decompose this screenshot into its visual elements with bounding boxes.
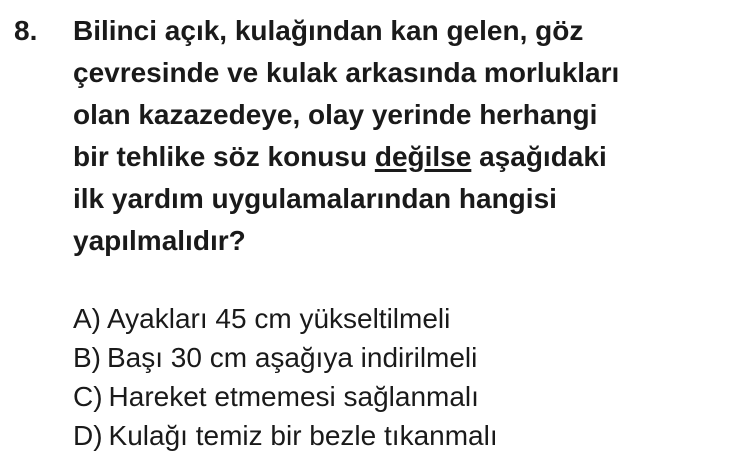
option-a[interactable] — [73, 299, 733, 338]
option-c[interactable] — [73, 377, 733, 416]
question-stem — [73, 10, 743, 262]
emphasized-negation: değilse — [374, 141, 472, 172]
stem-line: ilk yardım uygulamalarından hangisi — [73, 183, 557, 214]
question-number: 8. — [14, 15, 38, 46]
option-letter: D) — [73, 420, 103, 451]
stem-line — [73, 136, 743, 178]
stem-line: Bilinci açık, kulağından kan gelen, göz — [73, 15, 584, 46]
stem-line: olan kazazedeye, olay yerinde herhangi — [73, 99, 598, 130]
stem-text: aşağıdaki — [471, 141, 607, 172]
stem-text: bir tehlike söz konusu — [73, 141, 375, 172]
stem-line: çevresinde ve kulak arkasında morlukları — [73, 57, 620, 88]
option-text: Hareket etmemesi sağlanmalı — [108, 381, 479, 412]
option-d[interactable] — [73, 416, 733, 455]
option-letter: A) — [73, 303, 101, 334]
option-text: Kulağı temiz bir bezle tıkanmalı — [108, 420, 498, 451]
option-text: Ayakları 45 cm yükseltilmeli — [107, 303, 451, 334]
option-letter: C) — [73, 381, 103, 412]
option-text: Başı 30 cm aşağıya indirilmeli — [107, 342, 478, 373]
answer-options — [73, 299, 733, 455]
option-b[interactable] — [73, 338, 733, 377]
stem-line: yapılmalıdır? — [73, 225, 246, 256]
option-letter: B) — [73, 342, 101, 373]
